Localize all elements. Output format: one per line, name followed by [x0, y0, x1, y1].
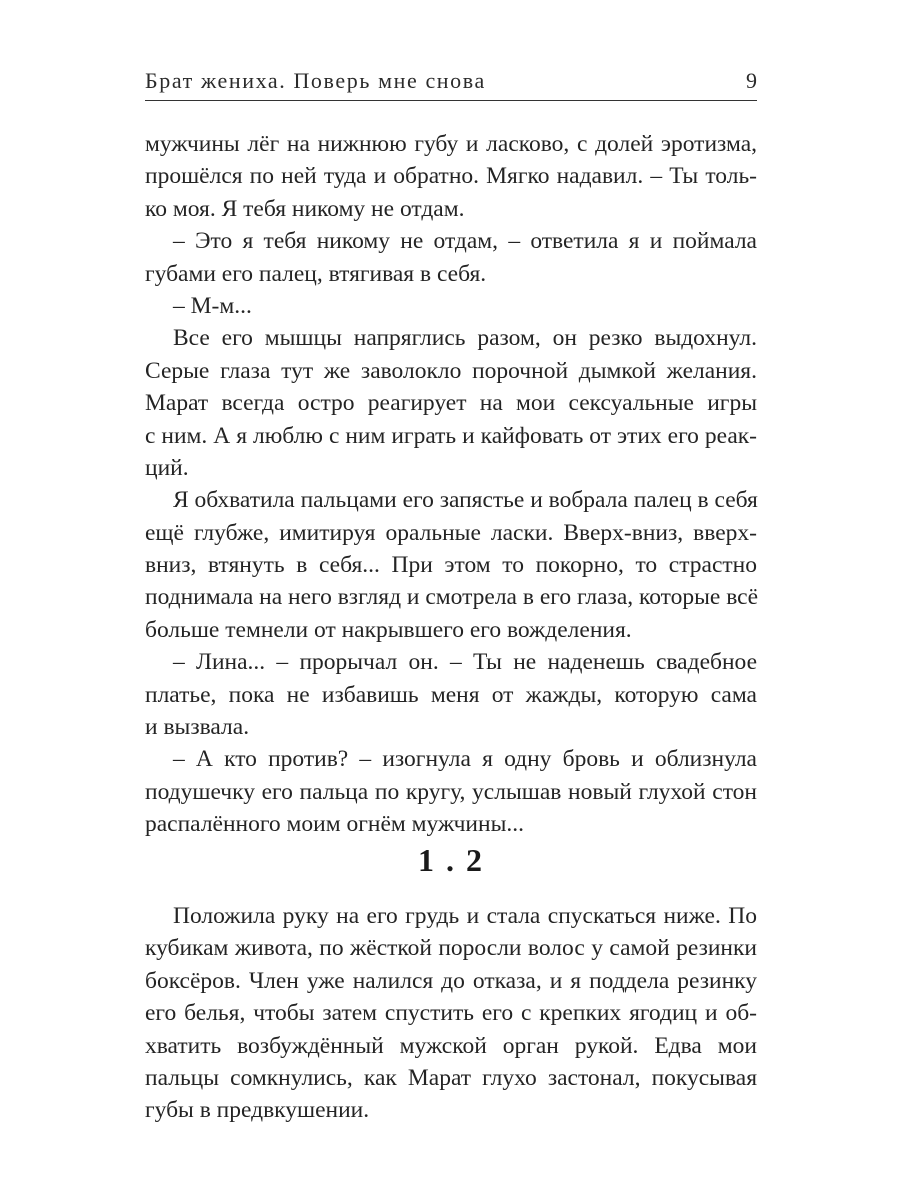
text-line: – М-м... [173, 292, 252, 319]
text-line: мужчины лёг на нижнюю губу и ласково, с долей эротизма, [145, 131, 757, 157]
text-line: губы в предвкушении. [145, 1097, 370, 1124]
text-line: кубикам живота, по жёсткой поросли волос у самой резинки [145, 935, 757, 962]
text-line: подушечку его пальца по кругу, услышав новый глухой стон [145, 778, 757, 805]
text-line: с ним. А я люблю с ним играть и кайфовать от этих его реак- [145, 422, 757, 449]
running-title: Брат жениха. Поверь мне снова [145, 68, 486, 93]
text-line: – Лина... – прорычал он. – Ты не наденешь свадебное [173, 649, 757, 676]
text-line: и вызвала. [145, 714, 250, 741]
text-line: поднимала на него взгляд и смотрела в его глаза, которые всё [145, 584, 759, 611]
text-line: платье, пока не избавишь меня от жажды, которую сама [145, 681, 757, 708]
text-line: вниз, втянуть в себя... При этом то покорно, то страстно [145, 552, 757, 579]
text-line: Я обхватила пальцами его запястье и вобрала палец в себя [173, 487, 758, 514]
running-header [145, 66, 757, 101]
text-line: распалённого моим огнём мужчины... [145, 811, 524, 838]
text-block-2 [145, 900, 757, 1127]
text-block-1 [145, 128, 757, 841]
chapter-heading: 1 . 2 [418, 842, 484, 878]
text-line: ещё глубже, имитируя оральные ласки. Вверх-вниз, вверх- [145, 519, 757, 546]
text-line: Все его мышцы напряглись разом, он резко выдохнул. [173, 325, 757, 352]
text-line: боксёров. Член уже налился до отказа, и я поддела резинку [145, 967, 757, 994]
text-line: хватить возбуждённый мужской орган рукой. Едва мои [145, 1032, 757, 1059]
text-line: прошёлся по ней туда и обратно. Мягко надавил. – Ты толь- [145, 163, 757, 190]
text-line: ко моя. Я тебя никому не отдам. [145, 195, 465, 222]
text-line: – Это я тебя никому не отдам, – ответила я и поймала [173, 228, 757, 255]
page-number: 9 [746, 68, 757, 93]
text-line: Марат всегда остро реагирует на мои сексуальные игры [145, 390, 757, 417]
text-line: – А кто против? – изогнула я одну бровь и облизнула [173, 746, 757, 773]
text-line: Положила руку на его грудь и стала спускаться ниже. По [173, 903, 757, 929]
text-line: пальцы сомкнулись, как Марат глухо застонал, покусывая [145, 1064, 757, 1091]
text-line: его белья, чтобы затем спустить его с крепких ягодиц и об- [145, 1000, 757, 1027]
text-line: Серые глаза тут же заволокло порочной дымкой желания. [145, 357, 757, 384]
text-line: больше темнели от накрывшего его вожделения. [145, 616, 632, 643]
text-line: губами его палец, втягивая в себя. [145, 260, 487, 287]
text-line: ций. [145, 454, 189, 481]
